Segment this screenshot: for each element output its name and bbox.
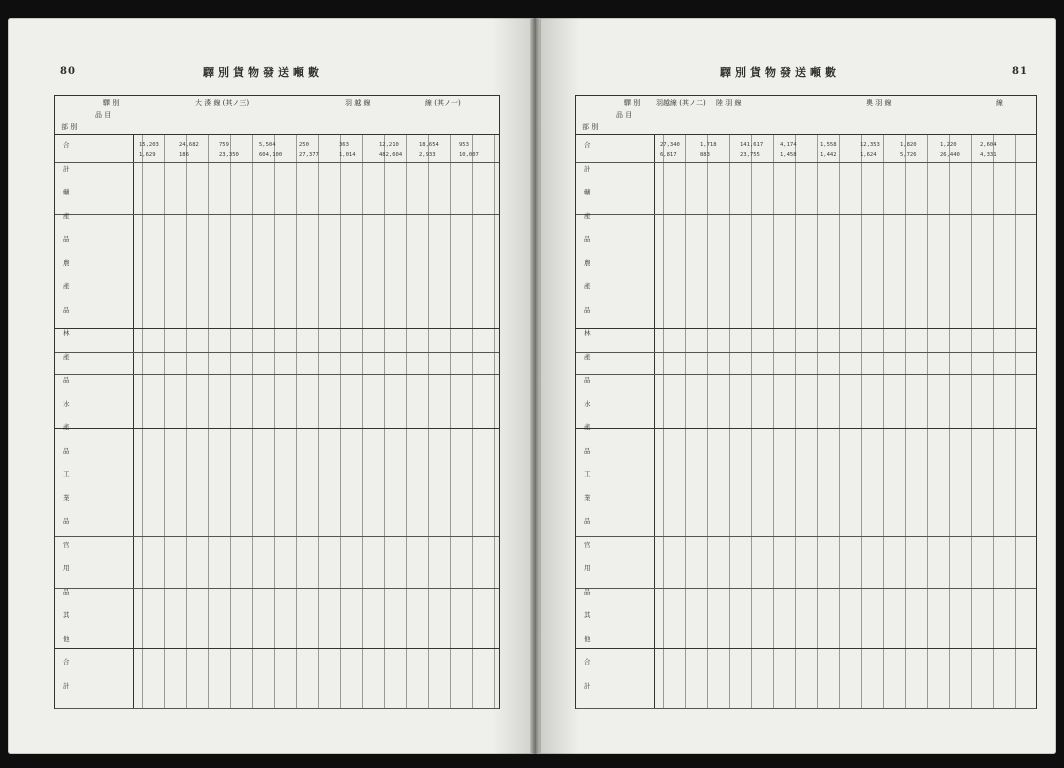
section-divider — [55, 648, 499, 649]
row-label: 產 — [584, 282, 591, 290]
section-divider — [55, 708, 499, 709]
header-group: 線 — [996, 99, 1003, 107]
table-cell-value: 6,817 — [660, 152, 677, 158]
row-label: 工 — [63, 470, 70, 478]
table-cell-value: 27,340 — [660, 142, 680, 148]
row-label: 品 — [584, 305, 591, 314]
table-cell-value: 15,203 — [139, 142, 159, 148]
table-cell-value: 12,353 — [860, 142, 880, 148]
section-divider — [55, 536, 499, 537]
header-station: 驛 別 — [103, 99, 120, 107]
row-label: 品 — [584, 517, 591, 525]
left-page-number: 80 — [60, 66, 76, 77]
table-cell-value: 4,331 — [980, 152, 997, 158]
table-cell-value: 23,755 — [740, 152, 760, 158]
section-divider — [55, 134, 499, 135]
row-label: 農 — [63, 258, 70, 267]
row-label: 產 — [63, 211, 70, 220]
section-divider — [576, 708, 1036, 709]
row-label: 品 — [584, 376, 591, 384]
table-cell-value: 4,174 — [780, 142, 797, 148]
row-label: 業 — [63, 493, 70, 502]
section-divider — [576, 214, 1036, 215]
row-label: 用 — [584, 564, 591, 572]
row-label: 產 — [63, 352, 70, 361]
section-divider — [55, 214, 499, 215]
section-divider — [55, 162, 499, 163]
table-cell-value: 363 — [339, 142, 349, 148]
row-label: 品 — [63, 587, 70, 596]
header-group: 奧 羽 線 — [866, 99, 892, 107]
table-cell-value: 250 — [299, 142, 309, 148]
row-label: 官 — [63, 540, 70, 549]
row-label: 合 — [584, 141, 591, 149]
table-cell-value: 1,820 — [900, 142, 917, 148]
row-label: 計 — [63, 164, 70, 173]
section-divider — [576, 588, 1036, 589]
row-label: 計 — [584, 681, 591, 690]
table-cell-value: 759 — [219, 142, 229, 148]
section-divider — [576, 428, 1036, 429]
table-cell-value: 27,377 — [299, 152, 319, 158]
header-goods: 品 目 — [95, 111, 112, 119]
right-freight-table — [575, 95, 1037, 709]
section-divider — [55, 374, 499, 375]
row-label: 農 — [584, 258, 591, 267]
left-page-title: 驛別貨物發送噸數 — [203, 66, 323, 79]
row-label: 計 — [584, 164, 591, 173]
table-cell-value: 12,210 — [379, 142, 399, 148]
header-station: 驛 別 — [624, 99, 641, 107]
row-label: 品 — [63, 305, 70, 314]
section-divider — [576, 328, 1036, 329]
row-label: 水 — [584, 399, 591, 408]
table-cell-value: 23,350 — [219, 152, 239, 158]
row-label: 林 — [63, 329, 70, 337]
section-divider — [55, 328, 499, 329]
row-label: 合 — [584, 658, 591, 666]
table-cell-value: 5,504 — [259, 142, 276, 148]
table-cell-value: 953 — [459, 142, 469, 148]
row-label: 合 — [63, 658, 70, 666]
section-divider — [55, 588, 499, 589]
section-divider — [576, 162, 1036, 163]
table-cell-value: 186 — [179, 152, 189, 158]
table-cell-value: 1,718 — [700, 142, 717, 148]
row-label: 品 — [584, 587, 591, 596]
table-cell-value: 1,558 — [820, 142, 837, 148]
section-divider — [55, 428, 499, 429]
table-cell-value: 1,442 — [820, 152, 837, 158]
row-label: 礦 — [584, 188, 591, 196]
table-cell-value: 2,933 — [419, 152, 436, 158]
section-divider — [55, 352, 499, 353]
left-freight-table — [54, 95, 500, 709]
section-divider — [576, 134, 1036, 135]
table-cell-value: 10,007 — [459, 152, 479, 158]
row-label: 他 — [63, 634, 70, 643]
table-cell-value: 1,014 — [339, 152, 356, 158]
right-page-title: 驛別貨物發送噸數 — [720, 66, 840, 79]
row-label: 其 — [584, 611, 591, 619]
table-cell-value: 1,458 — [780, 152, 797, 158]
row-label: 業 — [584, 493, 591, 502]
row-label: 品 — [63, 517, 70, 525]
row-label: 林 — [584, 329, 591, 337]
row-label: 用 — [63, 564, 70, 572]
table-cell-value: 18,654 — [419, 142, 439, 148]
row-label: 產 — [584, 423, 591, 431]
header-goods: 品 目 — [616, 111, 633, 119]
row-label: 品 — [63, 376, 70, 384]
row-label: 他 — [584, 634, 591, 643]
row-label: 產 — [584, 352, 591, 361]
table-cell-value: 1,624 — [860, 152, 877, 158]
table-cell-value: 1,629 — [139, 152, 156, 158]
table-cell-value: 24,682 — [179, 142, 199, 148]
table-cell-value: 141,617 — [740, 142, 764, 148]
row-label: 品 — [63, 446, 70, 455]
table-header — [55, 96, 499, 135]
table-cell-value: 604,100 — [259, 152, 283, 158]
header-group: 羽 越 線 — [345, 99, 371, 107]
table-cell-value: 26,440 — [940, 152, 960, 158]
section-divider — [576, 648, 1036, 649]
right-page-number: 81 — [1012, 66, 1028, 77]
row-label: 品 — [584, 446, 591, 455]
header-group: 線 (其ノ一) — [425, 99, 461, 107]
row-label: 品 — [63, 235, 70, 243]
row-label: 品 — [584, 235, 591, 243]
section-divider — [576, 536, 1036, 537]
row-label: 水 — [63, 399, 70, 408]
row-label: 產 — [63, 282, 70, 290]
row-label: 產 — [584, 211, 591, 220]
header-group: 羽越線 (其ノ二) — [656, 99, 706, 107]
row-label: 合 — [63, 141, 70, 149]
table-cell-value: 883 — [700, 152, 710, 158]
table-cell-value: 2,604 — [980, 142, 997, 148]
page-curl-shadow — [540, 18, 580, 754]
row-label: 產 — [63, 423, 70, 431]
header-group: 大 湊 線 (其ノ三) — [195, 99, 250, 107]
header-group: 陸 羽 線 — [716, 99, 742, 107]
row-label: 礦 — [63, 188, 70, 196]
table-cell-value: 482,604 — [379, 152, 403, 158]
section-divider — [576, 352, 1036, 353]
row-label: 計 — [63, 681, 70, 690]
table-header — [576, 96, 1036, 135]
header-section: 部 別 — [61, 123, 78, 131]
header-section: 部 別 — [582, 123, 599, 131]
row-label: 其 — [63, 611, 70, 619]
row-label: 工 — [584, 470, 591, 478]
section-divider — [576, 374, 1036, 375]
row-label: 官 — [584, 540, 591, 549]
table-cell-value: 1,220 — [940, 142, 957, 148]
table-cell-value: 5,726 — [900, 152, 917, 158]
